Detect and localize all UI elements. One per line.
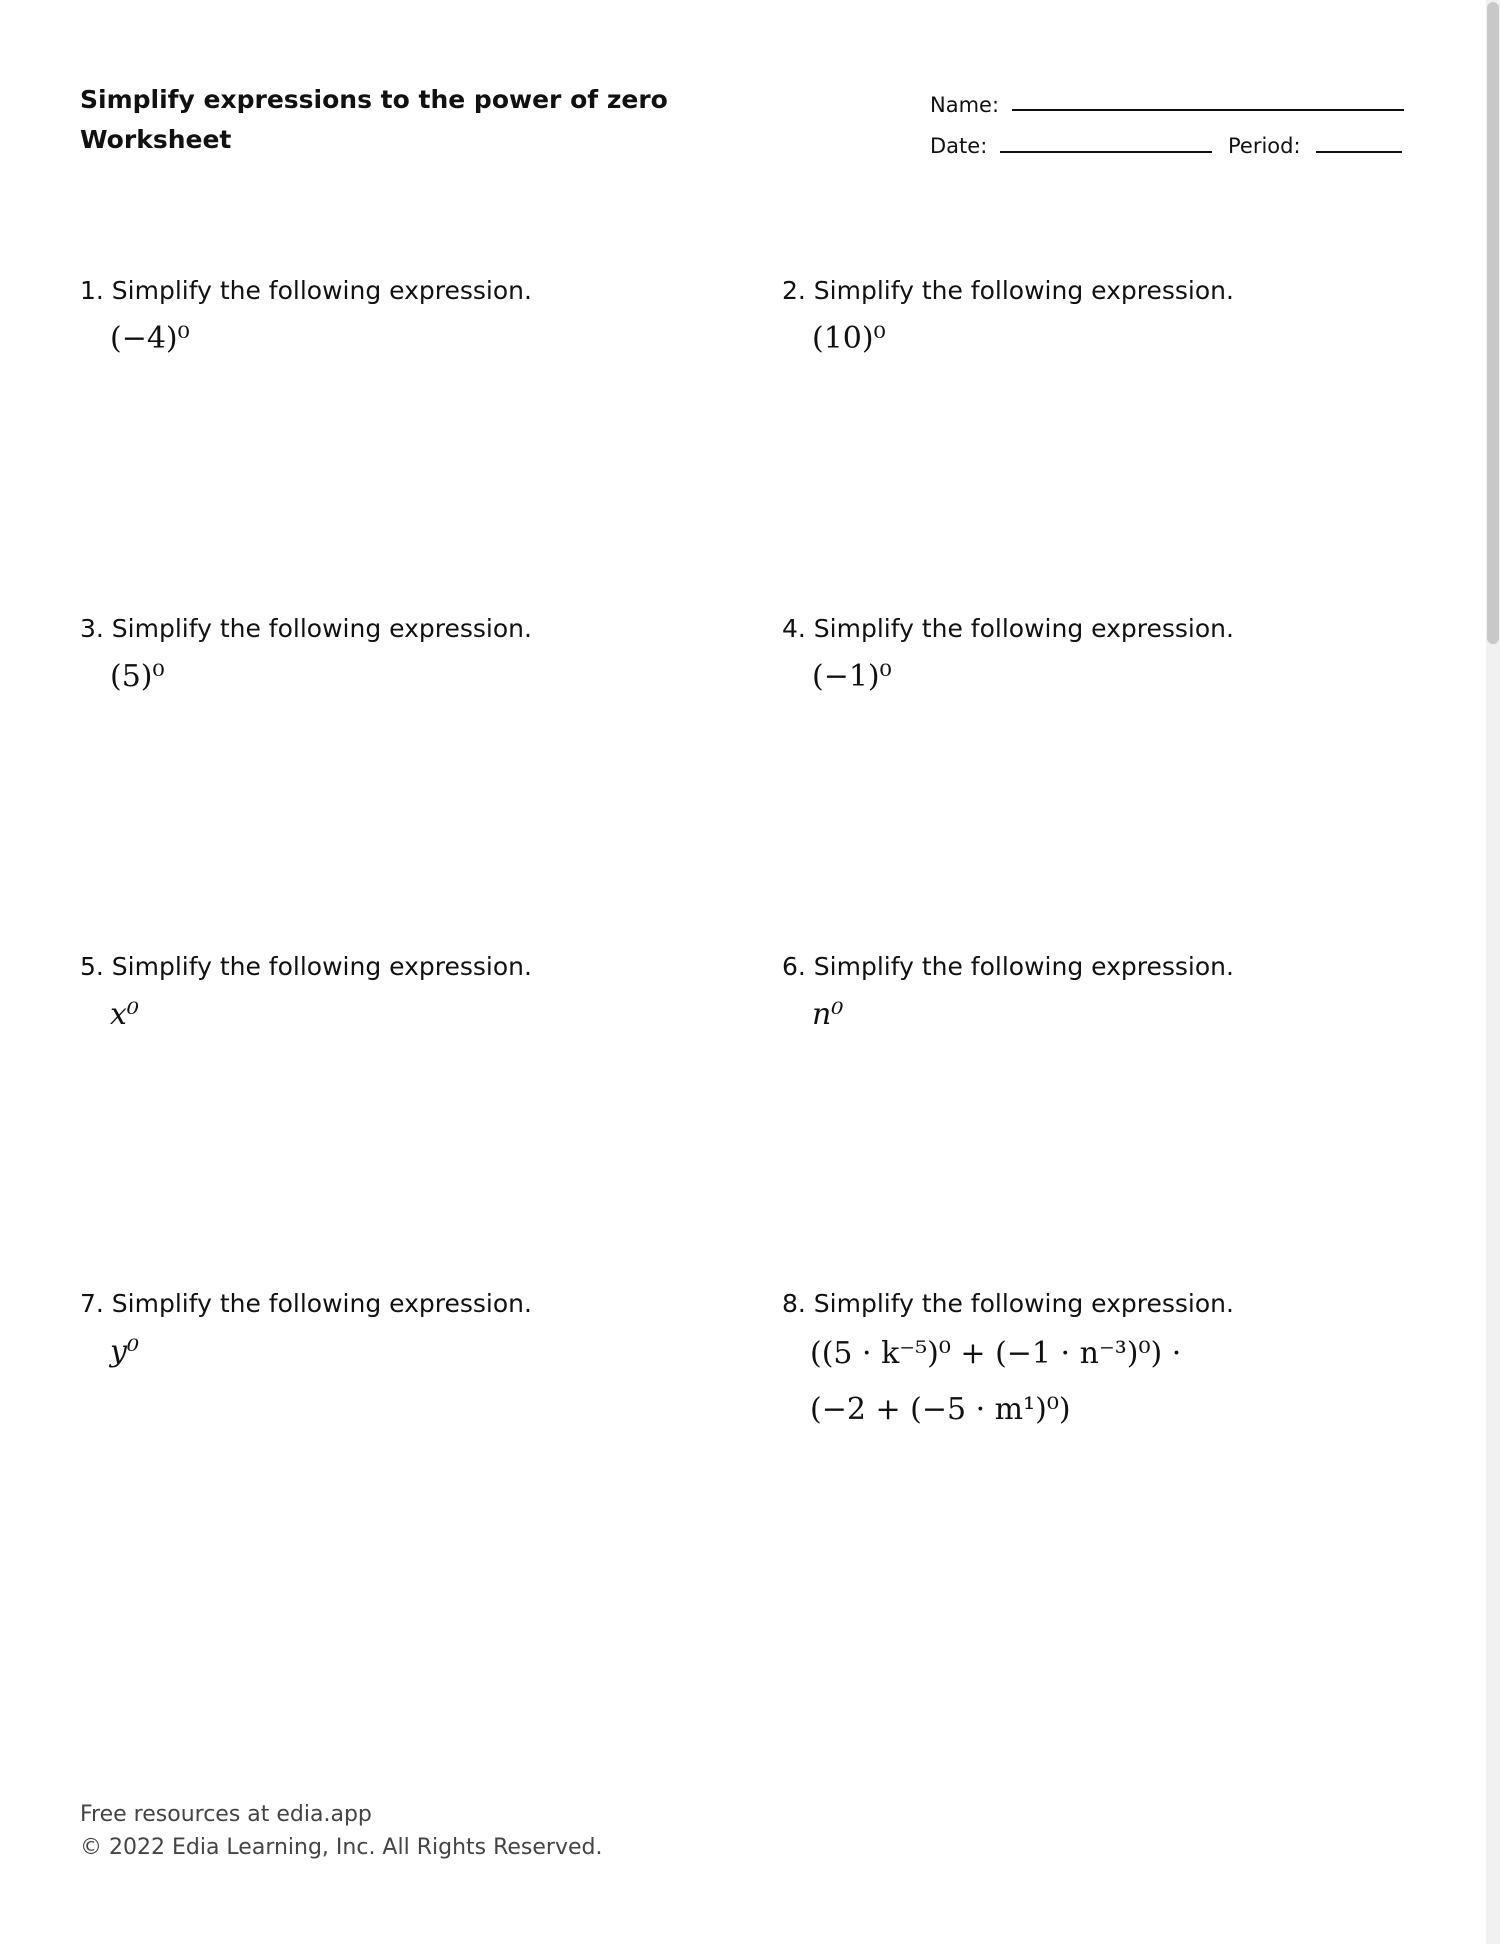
footer-resources-text: Free resources at edia.app — [80, 1802, 372, 1827]
math-expression: (5)⁰ — [110, 659, 165, 694]
problem-3 — [80, 613, 720, 695]
problem-4 — [782, 613, 1422, 695]
period-line — [1316, 151, 1402, 153]
vertical-scrollbar[interactable] — [1486, 0, 1500, 1944]
problem-5 — [80, 951, 720, 1033]
footer-copyright-text: © 2022 Edia Learning, Inc. All Rights Reserved. — [80, 1835, 603, 1860]
math-expression: (−1)⁰ — [812, 659, 892, 694]
problem-prompt: 2. Simplify the following expression. — [782, 276, 1234, 305]
title-line-2: Worksheet — [80, 125, 232, 154]
worksheet-title — [80, 80, 668, 160]
math-expression: (10)⁰ — [812, 321, 886, 356]
problem-prompt: 8. Simplify the following expression. — [782, 1289, 1234, 1318]
title-line-1: Simplify expressions to the power of zero — [80, 85, 668, 114]
footer — [80, 1798, 602, 1864]
problem-prompt: 3. Simplify the following expression. — [80, 614, 532, 643]
period-label: Period: — [1228, 134, 1301, 158]
date-label: Date: — [930, 134, 988, 158]
math-expression: y⁰ — [110, 1334, 139, 1369]
math-expression — [810, 1326, 1422, 1438]
math-expression-line-2: (−2 + (−5 · m¹)⁰) — [810, 1392, 1071, 1427]
problem-2 — [782, 275, 1422, 357]
date-line — [1000, 151, 1212, 153]
name-line — [1012, 109, 1404, 111]
problem-prompt: 7. Simplify the following expression. — [80, 1289, 532, 1318]
problem-1 — [80, 275, 720, 357]
math-expression: x⁰ — [110, 997, 139, 1032]
name-label: Name: — [930, 93, 1000, 117]
math-expression: (−4)⁰ — [110, 321, 190, 356]
problem-prompt: 4. Simplify the following expression. — [782, 614, 1234, 643]
problem-8 — [782, 1288, 1422, 1438]
problem-prompt: 6. Simplify the following expression. — [782, 952, 1234, 981]
problem-prompt: 5. Simplify the following expression. — [80, 952, 532, 981]
math-expression: n⁰ — [812, 997, 844, 1032]
problem-7 — [80, 1288, 720, 1370]
problem-6 — [782, 951, 1422, 1033]
problem-prompt: 1. Simplify the following expression. — [80, 276, 532, 305]
scrollbar-thumb[interactable] — [1487, 2, 1499, 644]
math-expression-line-1: ((5 · k⁻⁵)⁰ + (−1 · n⁻³)⁰) · — [810, 1336, 1182, 1371]
